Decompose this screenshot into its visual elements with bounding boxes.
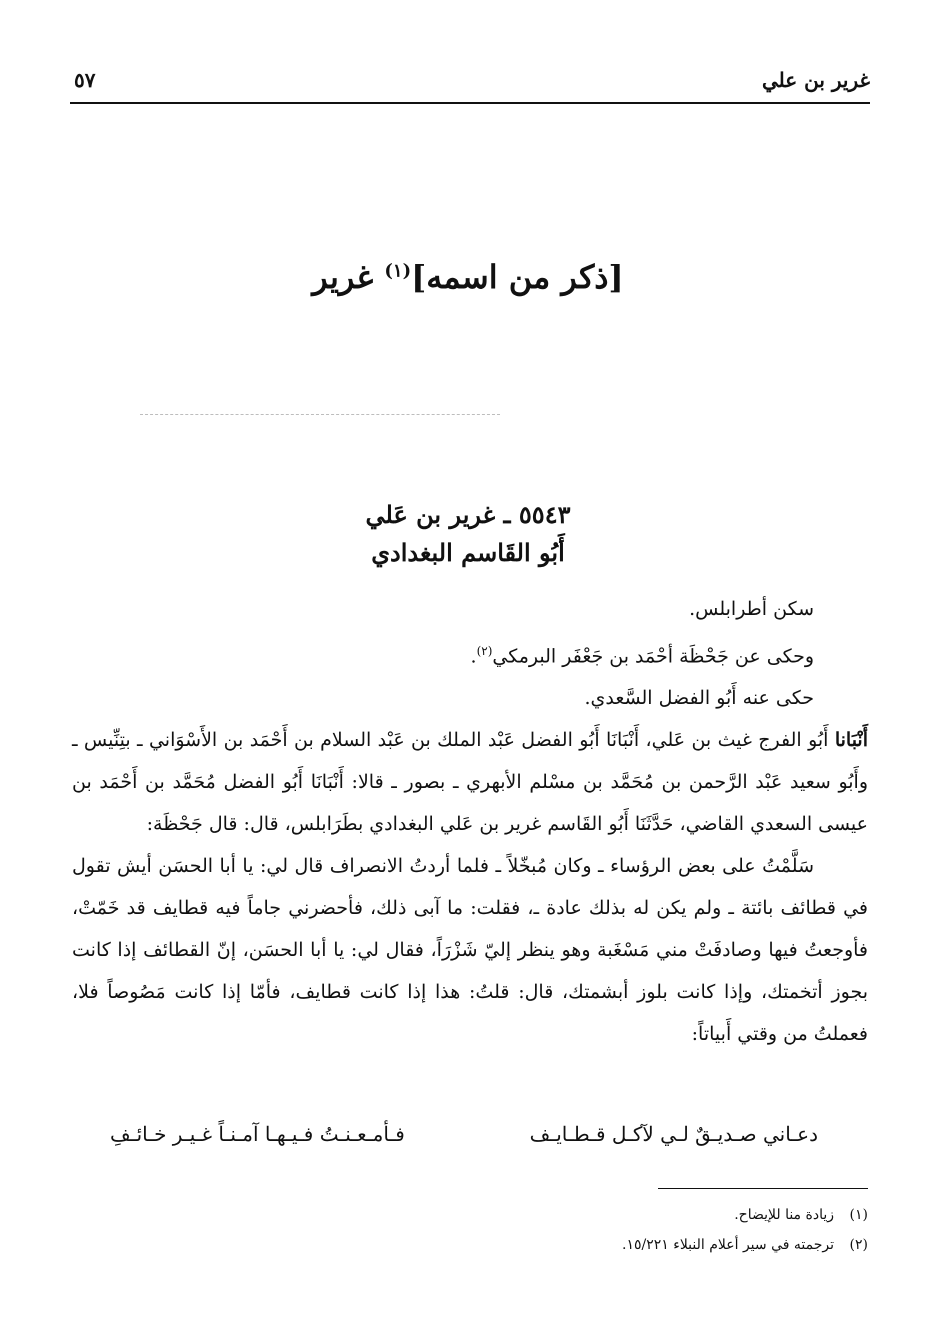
page-number: ٥٧ <box>74 68 96 92</box>
footnote-text: زيادة منا للإيضاح. <box>734 1207 834 1223</box>
footnote-ref[interactable]: (٢) <box>476 644 493 658</box>
section-heading-name: غرير <box>312 258 374 296</box>
footnote-ref[interactable]: (١) <box>384 260 412 282</box>
poem-verse <box>110 1122 818 1146</box>
paragraph-text: أَبُو الفرج غيث بن عَلي، أَنْبَانَا أَبُو الفضل عَبْد الملك بن عَبْد السلام بن أَحْمَد بن الأَسْوَاني ـ بتِنِّيس ـ وأَبُو سعيد عَبْد الرَّحمن بن مُحَمَّد بن مسْلم الأبهري ـ بصور ـ قالا: أَنْبَانَا أَبُو الفضل مُحَمَّد بن أَحْمَد بن عيسى السعدي القاضي، حَدَّثَنَا أَبُو القَاسم غرير بن عَلي البغدادي بطَرَابلس، قال: قال جَحْظَة: <box>72 729 868 836</box>
scan-artifact-rule <box>140 414 500 415</box>
lead-word: أَنْبَانا <box>834 729 868 752</box>
verse-hemistich-1: دعـاني صـديـقٌ لـي لآكـل قـطـايـف <box>529 1122 818 1146</box>
footnote-divider <box>658 1188 868 1189</box>
body-line-end: . <box>470 645 477 668</box>
body-text <box>72 588 868 1055</box>
section-heading <box>0 258 936 296</box>
footnotes <box>72 1200 868 1260</box>
footnote-number: (٢) <box>849 1237 868 1253</box>
running-title: غرير بن علي <box>761 68 870 92</box>
footnote-text: ترجمته في سير أعلام النبلاء ١٥/٢٢١. <box>622 1237 834 1253</box>
section-heading-text: [ذكر من اسمه] <box>411 258 624 296</box>
footnote-number: (١) <box>849 1207 868 1223</box>
isnad-paragraph <box>72 719 868 845</box>
entry-title: ٥٥٤٣ ـ غرير بن عَلي <box>365 500 571 529</box>
footnote <box>72 1230 868 1260</box>
verse-hemistich-2: فـأمـعـنـتُ فـيـهـا آمـنـاً غـيـر خـائـفِ <box>110 1122 405 1146</box>
body-line: سكن أطرابلس. <box>689 598 814 620</box>
entry-subtitle: أَبُو القَاسم البغدادي <box>371 538 565 567</box>
body-line <box>72 630 868 677</box>
entry-heading <box>0 496 936 572</box>
body-line-text: وحكى عن جَحْظَة أحْمَد بن جَعْفَر البرمكي <box>492 645 814 668</box>
narrative-paragraph: سَلَّمْتُ على بعض الرؤساء ـ وكان مُبخّلاً ـ فلما أردتُ الانصراف قال لي: يا أبا الحسَن أيش تقول في قطائف بائتة ـ ولم يكن له بذلك عادة ـ، فقلت: ما آبى ذلك، فأحضرني جاماً فيه قطايف قد خَمّتْ، فأوجعتُ فيها وصادفَتْ مني مَسْغَبة وهو ينظر إليّ شَزْرَاً، فقال لي: يا أبا الحسَن، إنّ القطائف إذا كانت بجوز أتخمتك، وإذا كانت بلوز أبشمتك، قال: قلتُ: هذا إذا كانت قطايف، فأمّا إذا كانت مَصُوصاً فلا، فعملتُ من وقتي أَبياتاً: <box>72 855 868 1046</box>
body-line: حكى عنه أَبُو الفضل السَّعدي. <box>584 687 814 710</box>
running-header <box>70 66 870 104</box>
footnote <box>72 1200 868 1230</box>
